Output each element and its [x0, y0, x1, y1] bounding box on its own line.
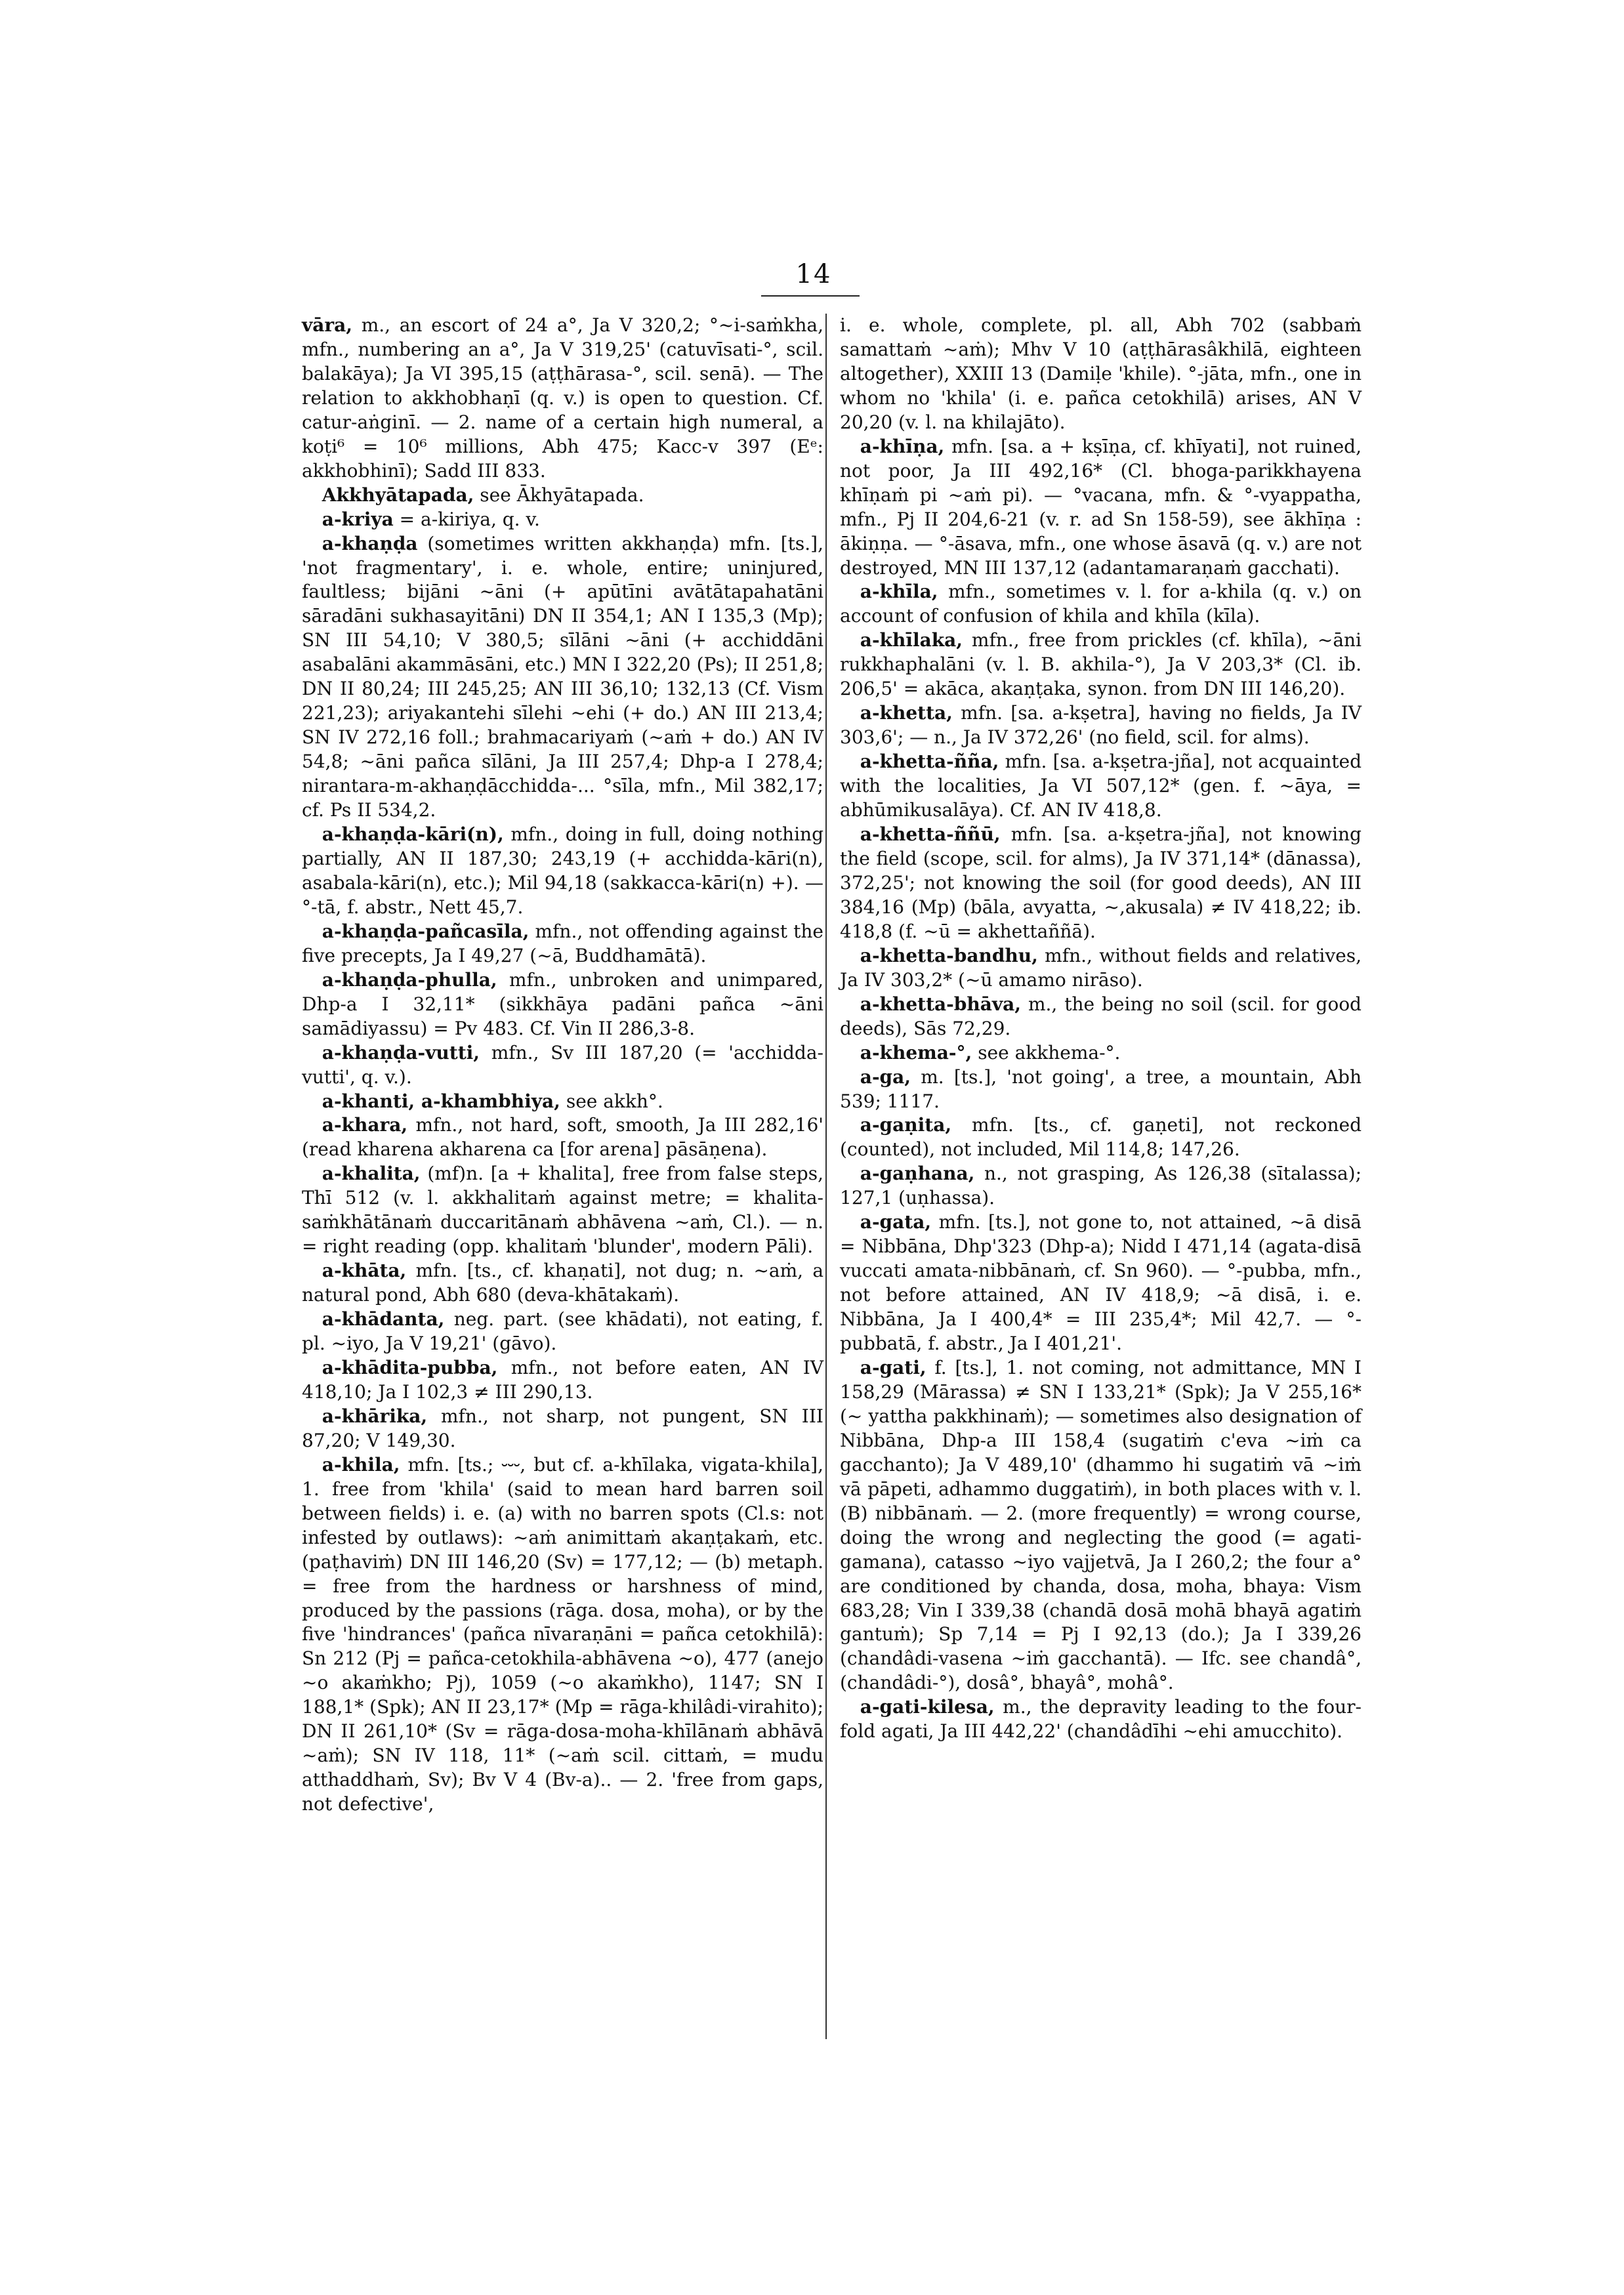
column-divider [825, 314, 827, 2039]
entry-text: see akkhema-°. [978, 1041, 1121, 1064]
entry-headword: a-khara, [322, 1114, 408, 1136]
entry-text: mfn. [ts., cf. khaṇati], not dug; n. ~aṁ, a natural pond, Abh 680 (deva-khātakaṁ). [302, 1260, 824, 1306]
entry-text: mfn., not sharp, not pungent, SN III 87,20; V 149,30. [302, 1405, 823, 1451]
entry-headword: a-khaṇḍa-pañcasīla, [322, 920, 530, 942]
entry-text: m., the depravity leading to the four-fold agati, Ja III 442,22' (chandâdīhi ~ehi amucchito). [840, 1696, 1362, 1743]
entry-text: mfn., not offending against the five precepts, Ja I 49,27 (~ā, Buddhamātā). [302, 920, 823, 966]
entry-headword: a-khema-°, [860, 1041, 972, 1064]
dictionary-entry [302, 1113, 823, 1162]
dictionary-entry [302, 1405, 823, 1453]
entry-headword: a-khaṇḍa [322, 532, 418, 554]
dictionary-entry [840, 750, 1362, 823]
dictionary-entry [840, 1356, 1362, 1695]
entry-text: mfn. [sa. a-kṣetra-jña], not acquainted with the localities, Ja VI 507,12* (gen. f. ~āya, = abhūmikusalāya). Cf. AN IV 418,8. [840, 751, 1362, 821]
dictionary-entry [302, 532, 823, 823]
dictionary-entry [840, 823, 1362, 944]
entry-headword: a-khāta, [322, 1260, 407, 1282]
entry-text: mfn., sometimes v. l. for a-khila (q. v.) on account of confusion of khila and khīla (kīla). [840, 581, 1362, 627]
entry-headword: a-khaṇḍa-phulla, [322, 968, 497, 991]
page-number: 14 [795, 259, 832, 289]
entry-text: (sometimes written akkhaṇḍa) mfn. [ts.], 'not fragmentary', i. e. whole, entire; uninjured, faultless; bijāni ~āni (+ apūtīni avātātapahatāni sāradāni sukhasayitāni) DN II 354,1; AN I 135,3 (Mp); SN III 54,10; V 380,5; sīlāni ~āni (+ acchiddāni asabalāni akammāsāni, etc.) MN I 322,20 (Ps); II 251,8; DN II 80,24; III 245,25; AN III 36,10; 132,13 (Cf. Vism 221,23); ariyakantehi sīlehi ~ehi (+ do.) AN III 213,4; SN IV 272,16 foll.; brahmacariyaṁ (~aṁ + do.) AN IV 54,8; ~āni pañca sīlāni, Ja III 257,4; Dhp-a I 278,4; nirantara-m-akhaṇḍācchidda-... °sīla, mfn., Mil 382,17; cf. Ps II 534,2. [302, 532, 824, 821]
dictionary-entry [840, 1695, 1362, 1744]
entry-text: n., not grasping, As 126,38 (sītalassa); 127,1 (uṇhassa). [840, 1163, 1362, 1209]
dictionary-entry [302, 1259, 823, 1308]
entry-headword: a-khaṇḍa-vutti, [322, 1041, 480, 1064]
entry-headword: a-gaṇita, [860, 1114, 952, 1136]
dictionary-entry [840, 1113, 1362, 1162]
entry-headword: a-gati, [860, 1356, 927, 1378]
dictionary-entry [302, 823, 823, 920]
entry-headword: a-khila, [322, 1453, 400, 1476]
dictionary-entry [302, 1162, 823, 1259]
entry-headword: a-khīla, [860, 581, 938, 603]
entry-text: m., the being no soil (scil. for good deeds), Sās 72,29. [840, 993, 1362, 1039]
entry-headword: a-khaṇḍa-kāri(n), [322, 823, 504, 846]
entry-text: mfn. [sa. a-kṣetra], having no fields, Ja IV 303,6'; — n., Ja IV 372,26' (no field, scil. for alms). [840, 702, 1362, 749]
entry-text: mfn., without fields and relatives, Ja IV 303,2* (~ū amamo nirāso). [840, 944, 1362, 991]
entry-text: mfn. [ts.; ⏑⏑⏑, but cf. a-khīlaka, vigata-khila], 1. free from 'khila' (said to mean hard barren soil between fields) i. e. (a) with no barren spots (Cl.s: not infested by outlaws): ~aṁ animittaṁ akaṇṭakaṁ, etc. (paṭhaviṁ) DN III 146,20 (Sv) = 177,12; — (b) metaph. = free from the hardness or harshness of mind, produced by the passions (rāga. dosa, moha), or by the five 'hindrances' (pañca nīvaraṇāni = pañca cetokhilā): Sn 212 (Pj = pañca-cetokhila-abhāvena ~o), 477 (anejo ~o akaṁkho; Pj), 1059 (~o akaṁkho), 1147; SN I 188,1* (Spk); AN II 23,17* (Mp = rāga-khilâdi-virahito); DN II 261,10* (Sv = rāga-dosa-moha-khīlānaṁ abhāvā ~aṁ); SN IV 118, 11* (~aṁ scil. cittaṁ, = mudu atthaddhaṁ, Sv); Bv V 4 (Bv-a).. — 2. 'free from gaps, not defective', [302, 1453, 823, 1815]
dictionary-entry [840, 1065, 1362, 1114]
entry-text: m. [ts.], 'not going', a tree, a mountain, Abh 539; 1117. [840, 1065, 1362, 1112]
dictionary-entry [840, 1210, 1362, 1356]
entry-headword: a-khetta-bandhu, [860, 944, 1038, 966]
entry-text: see akkh°. [566, 1090, 663, 1112]
dictionary-entry [302, 1453, 823, 1817]
entry-text: mfn., not hard, soft, smooth, Ja III 282,16' (read kharena akharena ca [for arena] pāsāṇena). [302, 1114, 823, 1161]
entry-headword: a-gata, [860, 1211, 932, 1233]
entry-text: i. e. whole, complete, pl. all, Abh 702 (sabbaṁ samattaṁ ~aṁ); Mhv V 10 (aṭṭhārasâkhilā, eighteen altogether), XXIII 13 (Damiḷe 'khile). °-jāta, mfn., one in whom no 'khila' (i. e. pañca cetokhilā) arises, AN V 20,20 (v. l. na khilajāto). [840, 314, 1362, 433]
entry-headword: a-gaṇhana, [860, 1163, 975, 1185]
entry-text: mfn. [sa. a-kṣetra-jña], not knowing the field (scope, scil. for alms), Ja IV 371,14* (dānassa), 372,25'; not knowing the soil (for good deeds), AN III 384,16 (Mp) (bāla, avyatta, ~,akusala) ≠ IV 418,22; ib. 418,8 (f. ~ū = akhettaññā). [840, 823, 1362, 942]
dictionary-entry [840, 701, 1362, 750]
dictionary-entry [302, 1090, 823, 1114]
entry-text: f. [ts.], 1. not coming, not admittance, MN I 158,29 (Mārassa) ≠ SN I 133,21* (Spk); Ja V 255,16* (~ yattha pakkhinaṁ); — sometimes also designation of Nibbāna, Dhp-a III 158,4 (sugatiṁ c'eva ~iṁ ca gacchanto); Ja V 489,10' (dhammo hi sugatiṁ vā ~iṁ vā pāpeti, adhammo duggatiṁ), in both places with v. l. (B) nibbānaṁ. — 2. (more frequently) = wrong course, doing the wrong and neglecting the good (= agati-gamana), catasso ~iyo vajjetvā, Ja I 260,2; the four a° are conditioned by chanda, dosa, moha, bhaya: Vism 683,28; Vin I 339,38 (chandā dosā mohā bhayā agatiṁ gantuṁ); Sp 7,14 = Pj I 92,13 (do.); Ja I 339,26 (chandâdi-vasena ~iṁ gacchantā). — Ifc. see chandâ°, (chandâdi-°), dosâ°, bhayâ°, mohâ°. [840, 1356, 1362, 1694]
dictionary-entry [302, 968, 823, 1041]
dictionary-entry [302, 508, 823, 532]
entry-headword: a-khetta-ññū, [860, 823, 1001, 846]
entry-text: = a-kiriya, q. v. [399, 508, 540, 530]
header-rule [761, 295, 860, 297]
entry-text: see Ākhyātapada. [480, 484, 644, 506]
entry-headword: a-khetta, [860, 702, 953, 724]
dictionary-entry [302, 1308, 823, 1356]
entry-headword: Akkhyātapada, [322, 484, 474, 506]
entry-headword: a-khalita, [322, 1163, 421, 1185]
entry-headword: a-khīṇa, [860, 435, 945, 457]
entry-headword: a-khādita-pubba, [322, 1356, 498, 1378]
dictionary-entry [302, 484, 823, 508]
entry-headword: a-khetta-bhāva, [860, 993, 1022, 1015]
left-column [302, 314, 823, 1817]
dictionary-entry [840, 1162, 1362, 1210]
dictionary-entry [840, 314, 1362, 435]
entry-text: mfn., not before eaten, AN IV 418,10; Ja I 102,3 ≠ III 290,13. [302, 1356, 823, 1403]
dictionary-entry [302, 1356, 823, 1405]
entry-headword: vāra, [302, 314, 353, 336]
entry-headword: a-khārika, [322, 1405, 428, 1427]
entry-text: mfn., doing in full, doing nothing partially, AN II 187,30; 243,19 (+ acchidda-kāri(n), asabala-kāri(n), etc.); Mil 94,18 (sakkacca-kāri(n) +). — °-tā, f. abstr., Nett 45,7. [302, 823, 824, 918]
dictionary-entry [840, 944, 1362, 993]
entry-headword: a-ga, [860, 1065, 911, 1088]
entry-text: mfn., free from prickles (cf. khīla), ~āni rukkhaphalāni (v. l. B. akhila-°), Ja V 203,3* (Cl. ib. 206,5' = akāca, akaṇṭaka, synon. from DN III 146,20). [840, 629, 1362, 700]
dictionary-entry [302, 1041, 823, 1090]
dictionary-entry [840, 1041, 1362, 1065]
dictionary-entry [840, 629, 1362, 701]
entry-text: mfn., Sv III 187,20 (= 'acchidda-vutti', q. v.). [302, 1041, 823, 1088]
entry-text: mfn. [ts., cf. gaṇeti], not reckoned (counted), not included, Mil 114,8; 147,26. [840, 1114, 1362, 1161]
entry-headword: a-khādanta, [322, 1308, 445, 1331]
entry-headword: a-khīlaka, [860, 629, 963, 651]
right-column [840, 314, 1362, 1744]
entry-text: m., an escort of 24 a°, Ja V 320,2; °~i-saṁkha, mfn., numbering an a°, Ja V 319,25' (catuvīsati-°, scil. balakāya); Ja VI 395,15 (aṭṭhārasa-°, scil. senā). — The relation to akkhobhaṇī (q. v.) is open to question. Cf. catur-aṅginī. — 2. name of a certain high numeral, a koṭi⁶ = 10⁶ millions, Abh 475; Kacc-v 397 (Eᵉ: akkhobhinī); Sadd III 833. [302, 314, 823, 482]
dictionary-entry [840, 435, 1362, 581]
dictionary-entry [302, 314, 823, 484]
entry-text: mfn. [sa. a + kṣīṇa, cf. khīyati], not ruined, not poor, Ja III 492,16* (Cl. bhoga-parikkhayena khīṇaṁ pi ~aṁ pi). — °vacana, mfn. & °-vyappatha, mfn., Pj II 204,6-21 (v. r. ad Sn 158-59), see ākhīṇa : ākiṇṇa. — °-āsava, mfn., one whose āsavā (q. v.) are not destroyed, MN III 137,12 (adantamaraṇaṁ gacchati). [840, 435, 1362, 579]
dictionary-entry [302, 920, 823, 968]
entry-text: mfn., unbroken and unimpared, Dhp-a I 32,11* (sikkhāya padāni pañca ~āni samādiyassu) = Pv 483. Cf. Vin II 286,3-8. [302, 968, 824, 1039]
dictionary-entry [840, 993, 1362, 1041]
entry-headword: a-khanti, a-khambhiya, [322, 1090, 560, 1112]
entry-headword: a-gati-kilesa, [860, 1696, 995, 1718]
entry-headword: a-kriya [322, 508, 394, 530]
entry-text: neg. part. (see khādati), not eating, f. pl. ~iyo, Ja V 19,21' (gāvo). [302, 1308, 824, 1355]
dictionary-entry [840, 580, 1362, 629]
entry-text: (mf)n. [a + khalita], free from false steps, Thī 512 (v. l. akkhalitaṁ against metre; = khalita-saṁkhātānaṁ duccaritānaṁ abhāvena ~aṁ, Cl.). — n. = right reading (opp. khalitaṁ 'blunder', modern Pāli). [302, 1163, 823, 1258]
entry-headword: a-khetta-ñña, [860, 751, 999, 773]
entry-text: mfn. [ts.], not gone to, not attained, ~ā disā = Nibbāna, Dhp'323 (Dhp-a); Nidd I 471,14 (agata-disā vuccati amata-nibbānaṁ, cf. Sn 960). — °-pubba, mfn., not before attained, AN IV 418,9; ~ā disā, i. e. Nibbāna, Ja I 400,4* = III 235,4*; Mil 42,7. — °-pubbatā, f. abstr., Ja I 401,21'. [840, 1211, 1362, 1355]
